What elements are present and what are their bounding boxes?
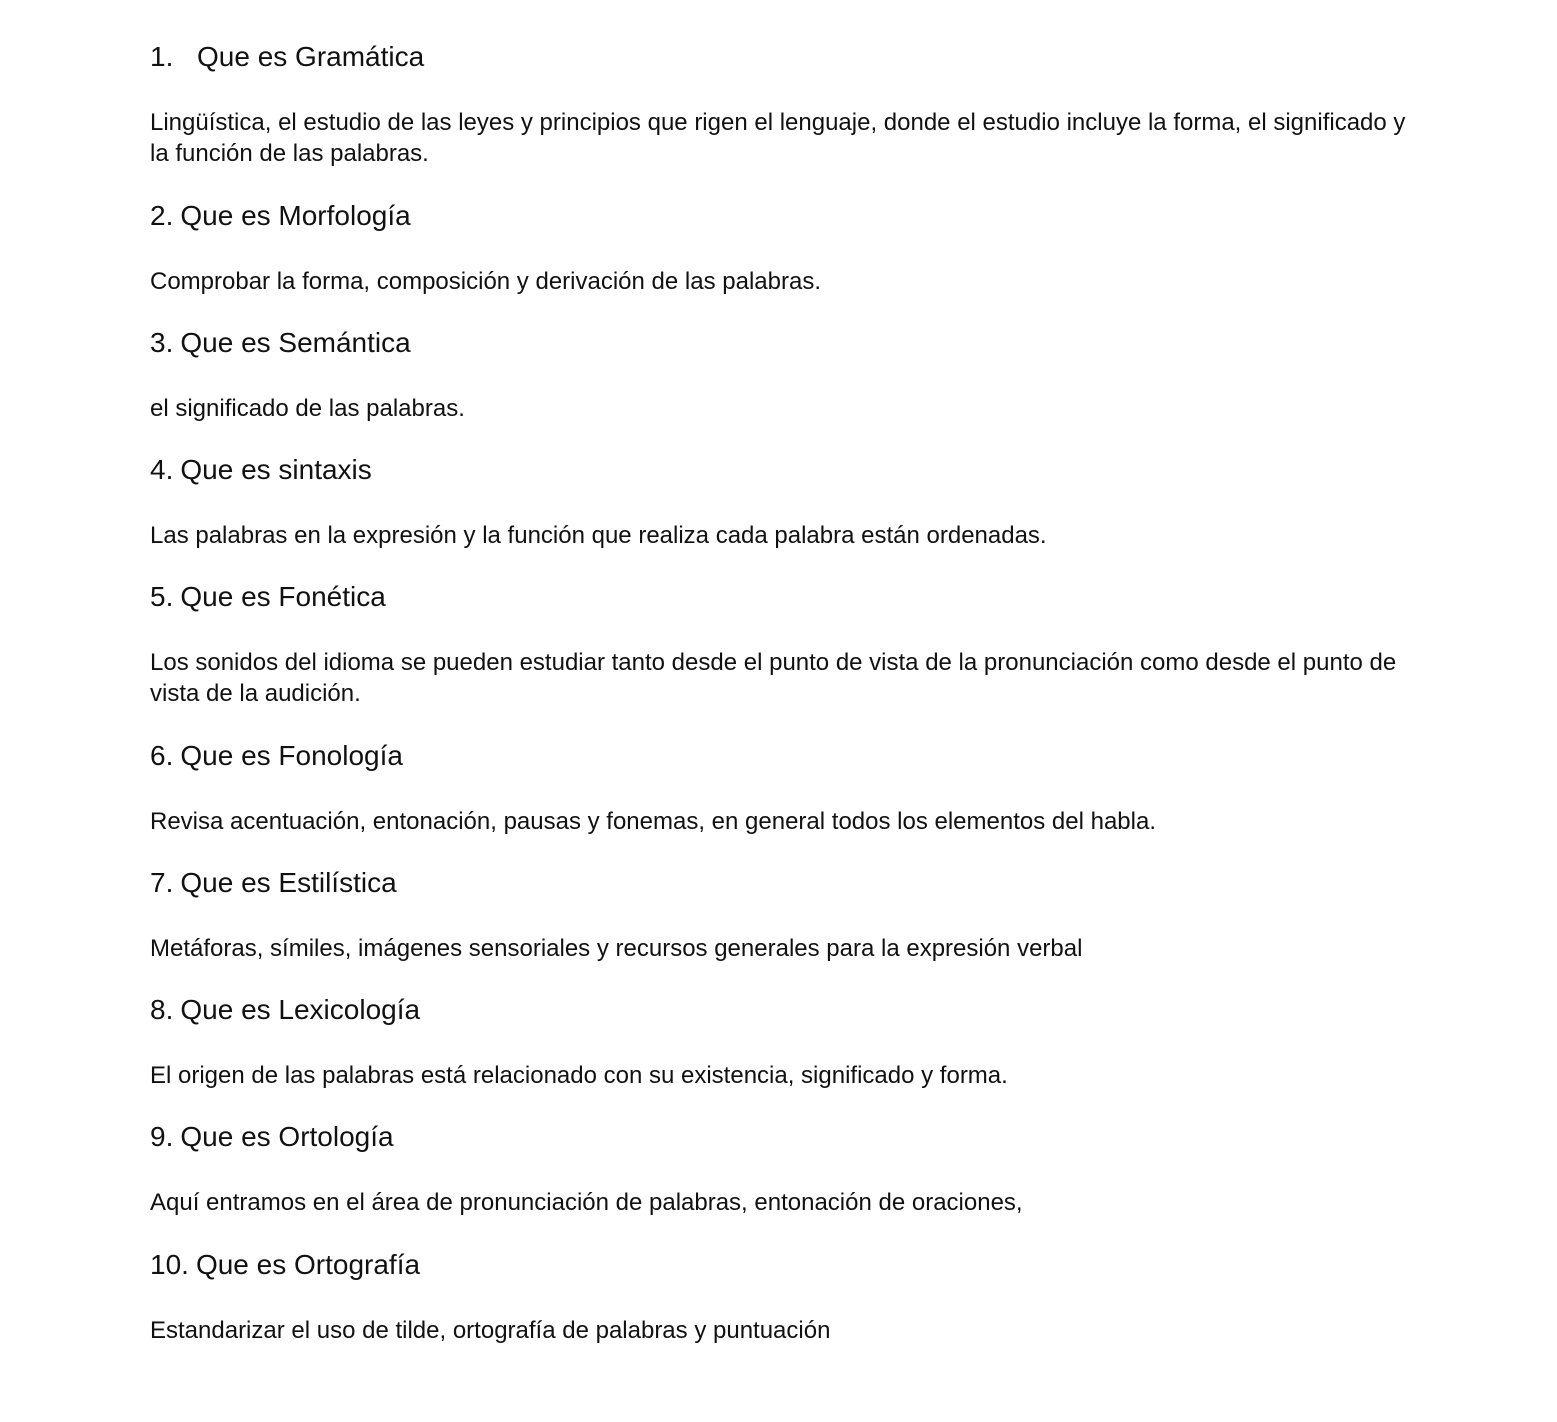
qa-item-7 [150, 866, 1410, 964]
question-number: 4. [150, 454, 174, 485]
qa-item-2 [150, 199, 1410, 297]
answer-text: Lingüística, el estudio de las leyes y principios que rigen el lenguaje, donde el estudio incluye la forma, el significado y la función de las palabras. [150, 109, 1406, 167]
question-text: Que es Fonología [180, 740, 403, 771]
question-text: Que es Gramática [197, 41, 425, 72]
question-heading [150, 40, 1410, 74]
answer-text: Metáforas, símiles, imágenes sensoriales y recursos generales para la expresión verbal [150, 935, 1083, 962]
question-heading [150, 326, 1410, 360]
question-heading [150, 1120, 1410, 1154]
question-number: 9. [150, 1121, 174, 1152]
qa-item-6 [150, 739, 1410, 837]
question-text: Que es Morfología [180, 200, 411, 231]
question-heading [150, 453, 1410, 487]
answer-text: Comprobar la forma, composición y derivación de las palabras. [150, 268, 821, 295]
answer-text: el significado de las palabras. [150, 395, 465, 422]
question-number: 5. [150, 581, 174, 612]
question-number: 2. [150, 200, 174, 231]
question-number: 6. [150, 740, 174, 771]
question-heading [150, 993, 1410, 1027]
answer-text: Las palabras en la expresión y la función que realiza cada palabra están ordenadas. [150, 522, 1047, 549]
question-heading [150, 580, 1410, 614]
question-number: 10. [150, 1249, 189, 1280]
question-text: Que es Estilística [180, 867, 397, 898]
qa-item-10 [150, 1248, 1410, 1346]
question-heading [150, 739, 1410, 773]
question-text: Que es Ortología [180, 1121, 394, 1152]
question-text: Que es sintaxis [180, 454, 372, 485]
question-number: 8. [150, 994, 174, 1025]
answer-text: Los sonidos del idioma se pueden estudiar tanto desde el punto de vista de la pronunciación como desde el punto de vista de la audición. [150, 649, 1397, 707]
question-number: 1. [150, 41, 174, 72]
question-text: Que es Ortografía [195, 1249, 421, 1280]
qa-item-9 [150, 1120, 1410, 1218]
question-text: Que es Lexicología [180, 994, 421, 1025]
answer-text: Revisa acentuación, entonación, pausas y fonemas, en general todos los elementos del habla. [150, 808, 1156, 835]
qa-item-8 [150, 993, 1410, 1091]
qa-item-3 [150, 326, 1410, 424]
qa-item-1 [150, 40, 1410, 169]
qa-item-5 [150, 580, 1410, 709]
question-number: 7. [150, 867, 174, 898]
question-text: Que es Semántica [180, 327, 411, 358]
qa-item-4 [150, 453, 1410, 551]
question-heading [150, 1248, 1410, 1282]
question-heading [150, 199, 1410, 233]
answer-text: Aquí entramos en el área de pronunciación de palabras, entonación de oraciones, [150, 1189, 1023, 1216]
question-number: 3. [150, 327, 174, 358]
question-text: Que es Fonética [180, 581, 386, 612]
question-heading [150, 866, 1410, 900]
answer-text: El origen de las palabras está relacionado con su existencia, significado y forma. [150, 1062, 1008, 1089]
answer-text: Estandarizar el uso de tilde, ortografía de palabras y puntuación [150, 1317, 831, 1344]
